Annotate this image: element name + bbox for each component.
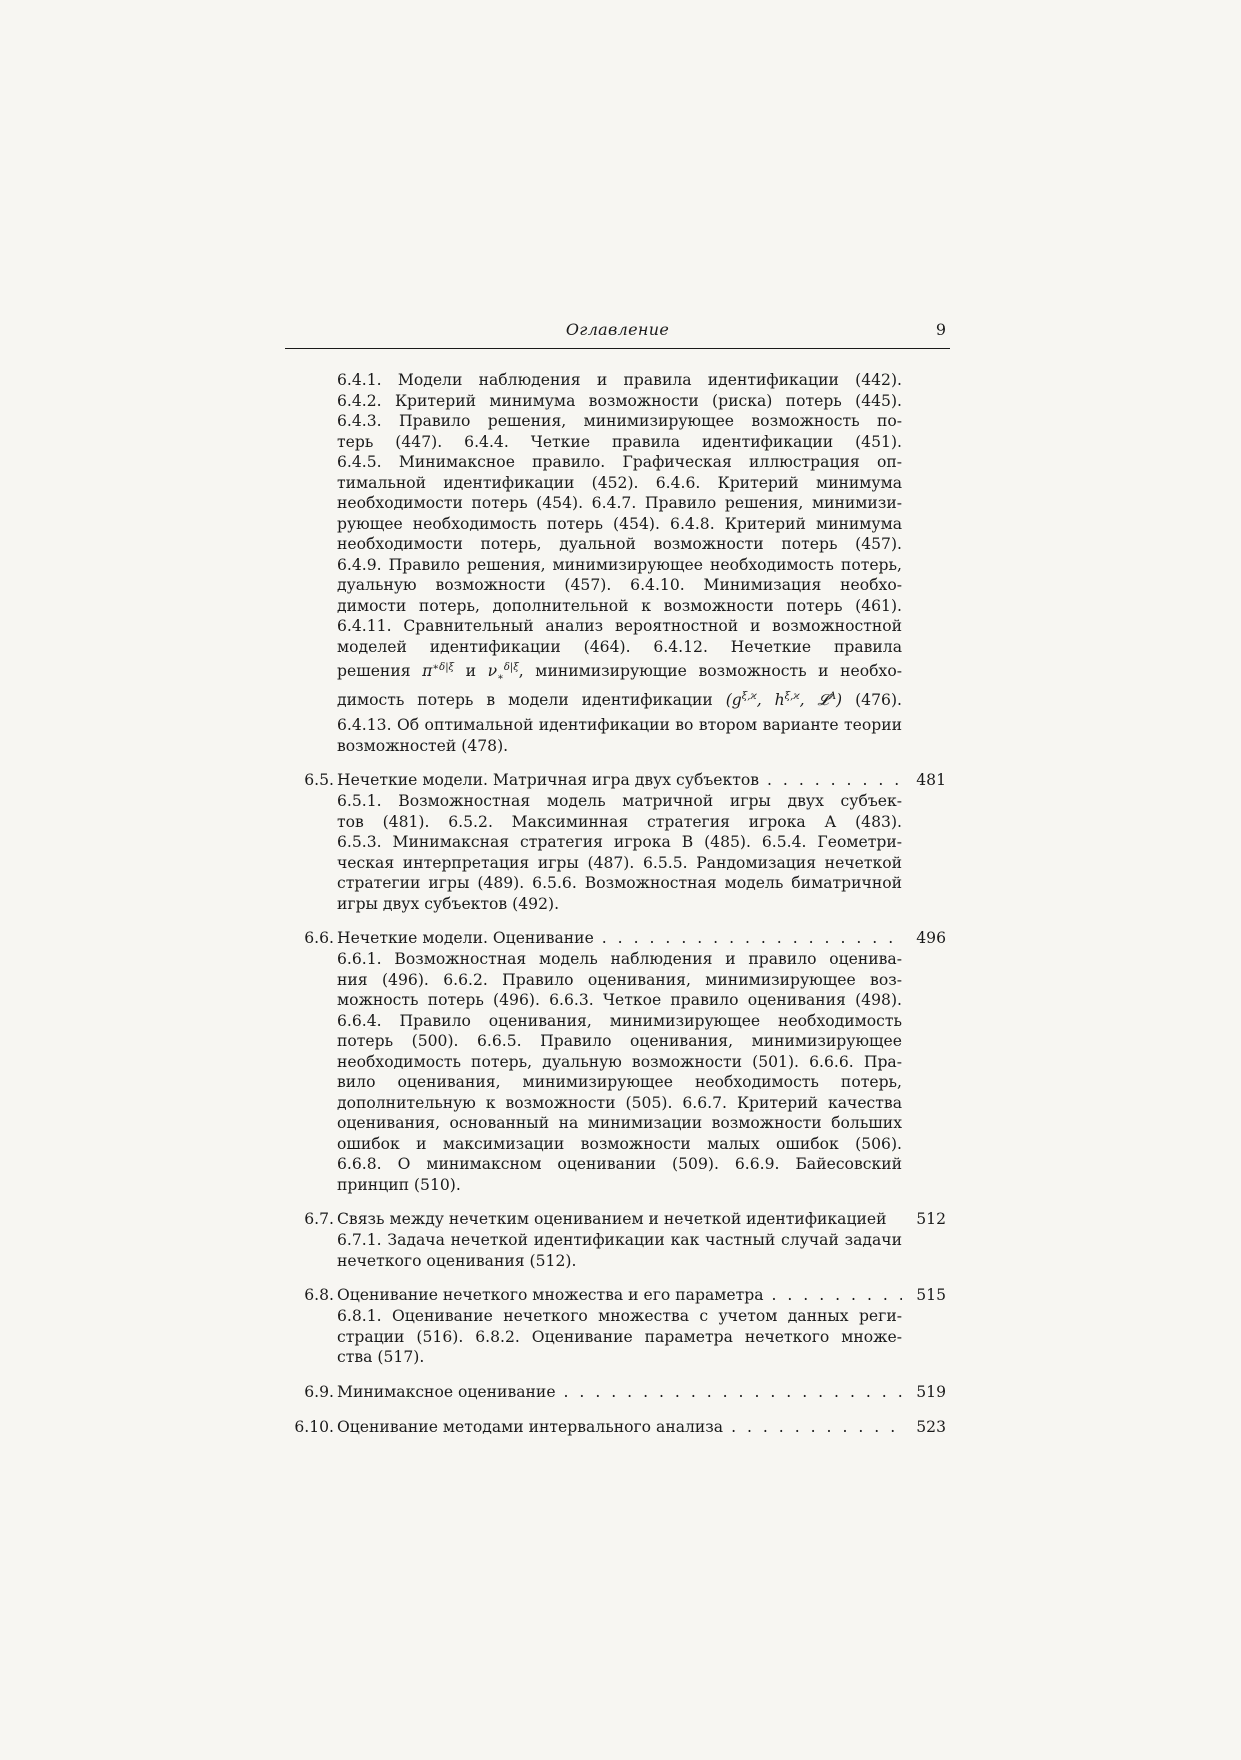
sub-line: 6.6.8. О минимаксном оценивании (509). 6.6.9. Байесовский bbox=[337, 1155, 902, 1173]
toc-entry bbox=[285, 1417, 950, 1438]
intro-line: 6.4.11. Сравнительный анализ вероятностной и возможностной bbox=[337, 617, 902, 635]
intro-line: необходимости потерь, дуальной возможности потерь (457). bbox=[337, 535, 902, 553]
sub-line: 6.5.1. Возможностная модель матричной игры двух субъек- bbox=[337, 792, 902, 810]
sub-line: ческая интерпретация игры (487). 6.5.5. Рандомизация нечеткой bbox=[337, 853, 902, 872]
formula-line: димость потерь в модели идентификации ($g^{\xi,ϰ}$, $h^{\xi,ϰ}$, 𝓛$^\Lambda$) (476). bbox=[337, 690, 902, 709]
intro-line: возможностей (478). bbox=[337, 736, 509, 755]
sub-line: тов (481). 6.5.2. Максиминная стратегия игрока А (483). bbox=[337, 812, 902, 831]
section-page: 481 bbox=[916, 771, 946, 789]
subsection-list bbox=[337, 949, 902, 1195]
section-page: 523 bbox=[916, 1417, 946, 1436]
subsection-list bbox=[337, 1306, 902, 1368]
toc-entry-heading bbox=[285, 1417, 950, 1438]
intro-line: 6.4.5. Минимаксное правило. Графическая иллюстрация оп- bbox=[337, 453, 902, 471]
section-page: 496 bbox=[916, 929, 946, 947]
formula-pi: $\pi^{∗\delta|\xi}$ bbox=[422, 661, 455, 680]
formula-tuple: ($g^{\xi,ϰ}$, $h^{\xi,ϰ}$, 𝓛$^\Lambda$) bbox=[725, 690, 843, 709]
section-number: 6.7. bbox=[304, 1210, 334, 1228]
section-number: 6.9. bbox=[304, 1382, 334, 1401]
sub-line: 6.5.3. Минимаксная стратегия игрока В (485). 6.5.4. Геометри- bbox=[337, 833, 902, 851]
sub-line: 6.7.1. Задача нечеткой идентификации как частный случай задачи bbox=[337, 1231, 902, 1249]
sub-line: ния (496). 6.6.2. Правило оценивания, минимизирующее воз- bbox=[337, 970, 902, 989]
subsection-list bbox=[337, 791, 902, 914]
intro-line: дуальную возможности (457). 6.4.10. Минимизация необхо- bbox=[337, 576, 902, 594]
sub-line: стратегии игры (489). 6.5.6. Возможностная модель биматричной bbox=[337, 874, 902, 892]
sub-line: 6.8.1. Оценивание нечеткого множества с учетом данных реги- bbox=[337, 1307, 902, 1325]
sub-line: ошибок и максимизации возможности малых ошибок (506). bbox=[337, 1134, 902, 1153]
header-title: Оглавление bbox=[565, 320, 670, 339]
section-number: 6.6. bbox=[304, 929, 334, 947]
intro-block bbox=[337, 370, 902, 756]
sub-line: нечеткого оценивания (512). bbox=[337, 1251, 577, 1270]
intro-line: 6.4.3. Правило решения, минимизирующее возможность по- bbox=[337, 412, 902, 430]
intro-line: 6.4.1. Модели наблюдения и правила идентификации (442). bbox=[337, 371, 902, 389]
sub-line: оценивания, основанный на минимизации возможности больших bbox=[337, 1114, 902, 1132]
sub-line: дополнительную к возможности (505). 6.6.7. Критерий качества bbox=[337, 1093, 902, 1112]
sub-line: ства (517). bbox=[337, 1348, 425, 1366]
toc-entry bbox=[285, 928, 950, 1195]
toc-entry-heading bbox=[285, 1209, 950, 1230]
table-of-contents bbox=[285, 370, 950, 1438]
section-number: 6.5. bbox=[304, 771, 334, 789]
intro-line: необходимости потерь (454). 6.4.7. Правило решения, минимизи- bbox=[337, 494, 902, 512]
intro-line: 6.4.2. Критерий минимума возможности (риска) потерь (445). bbox=[337, 391, 902, 410]
sub-line: 6.6.1. Возможностная модель наблюдения и правило оценива- bbox=[337, 950, 902, 968]
intro-line: рующее необходимость потерь (454). 6.4.8. Критерий минимума bbox=[337, 514, 902, 533]
section-title: Связь между нечетким оцениванием и нечеткой идентификацией bbox=[337, 1210, 887, 1228]
toc-entry bbox=[285, 1209, 950, 1271]
section-page: 515 bbox=[916, 1286, 946, 1304]
formula-line: решения $\pi^{∗\delta|\xi}$ и $\nu_∗^{\delta|\xi}$, минимизирующие возможность и необхо- bbox=[337, 661, 902, 684]
section-number: 6.10. bbox=[294, 1417, 334, 1436]
section-title: Оценивание нечеткого множества и его параметра . . . bbox=[337, 1285, 902, 1306]
intro-line: моделей идентификации (464). 6.4.12. Нечеткие правила bbox=[337, 637, 902, 656]
sub-line: страции (516). 6.8.2. Оценивание параметра нечеткого множе- bbox=[337, 1327, 902, 1346]
toc-entry-heading bbox=[285, 770, 950, 791]
sub-line: необходимость потерь, дуальную возможности (501). 6.6.6. Пра- bbox=[337, 1052, 902, 1071]
intro-line: 6.4.13. Об оптимальной идентификации во втором варианте теории bbox=[337, 716, 902, 734]
section-title: Нечеткие модели. Матричная игра двух субъектов . . . bbox=[337, 770, 902, 791]
toc-entry bbox=[285, 1285, 950, 1368]
sub-line: вило оценивания, минимизирующее необходимость потерь, bbox=[337, 1073, 902, 1091]
page-number: 9 bbox=[935, 320, 946, 339]
toc-entry bbox=[285, 770, 950, 914]
section-title: Оценивание методами интервального анализа . . . bbox=[337, 1417, 902, 1438]
sub-line: 6.6.4. Правило оценивания, минимизирующее необходимость bbox=[337, 1011, 902, 1030]
section-title: Нечеткие модели. Оценивание . . . bbox=[337, 928, 902, 949]
sub-line: принцип (510). bbox=[337, 1175, 461, 1194]
section-title: Минимаксное оценивание . . . bbox=[337, 1382, 902, 1403]
intro-line: тимальной идентификации (452). 6.4.6. Критерий минимума bbox=[337, 473, 902, 492]
sub-line: потерь (500). 6.6.5. Правило оценивания, минимизирующее bbox=[337, 1032, 902, 1050]
intro-line: 6.4.9. Правило решения, минимизирующее необходимость потерь, bbox=[337, 555, 902, 574]
toc-entry-heading bbox=[285, 1382, 950, 1403]
section-number: 6.8. bbox=[304, 1286, 334, 1304]
toc-entry-heading bbox=[285, 1285, 950, 1306]
section-page: 519 bbox=[916, 1382, 946, 1401]
subsection-list bbox=[337, 1230, 902, 1271]
intro-line: терь (447). 6.4.4. Четкие правила идентификации (451). bbox=[337, 432, 902, 451]
intro-line: димости потерь, дополнительной к возможности потерь (461). bbox=[337, 596, 902, 615]
formula-nu: $\nu_∗^{\delta|\xi}$ bbox=[487, 661, 519, 684]
section-page: 512 bbox=[916, 1210, 946, 1228]
toc-entry-heading bbox=[285, 928, 950, 949]
toc-entry bbox=[285, 1382, 950, 1403]
running-header bbox=[285, 318, 950, 349]
sub-line: можность потерь (496). 6.6.3. Четкое правило оценивания (498). bbox=[337, 991, 902, 1009]
sub-line: игры двух субъектов (492). bbox=[337, 894, 560, 913]
